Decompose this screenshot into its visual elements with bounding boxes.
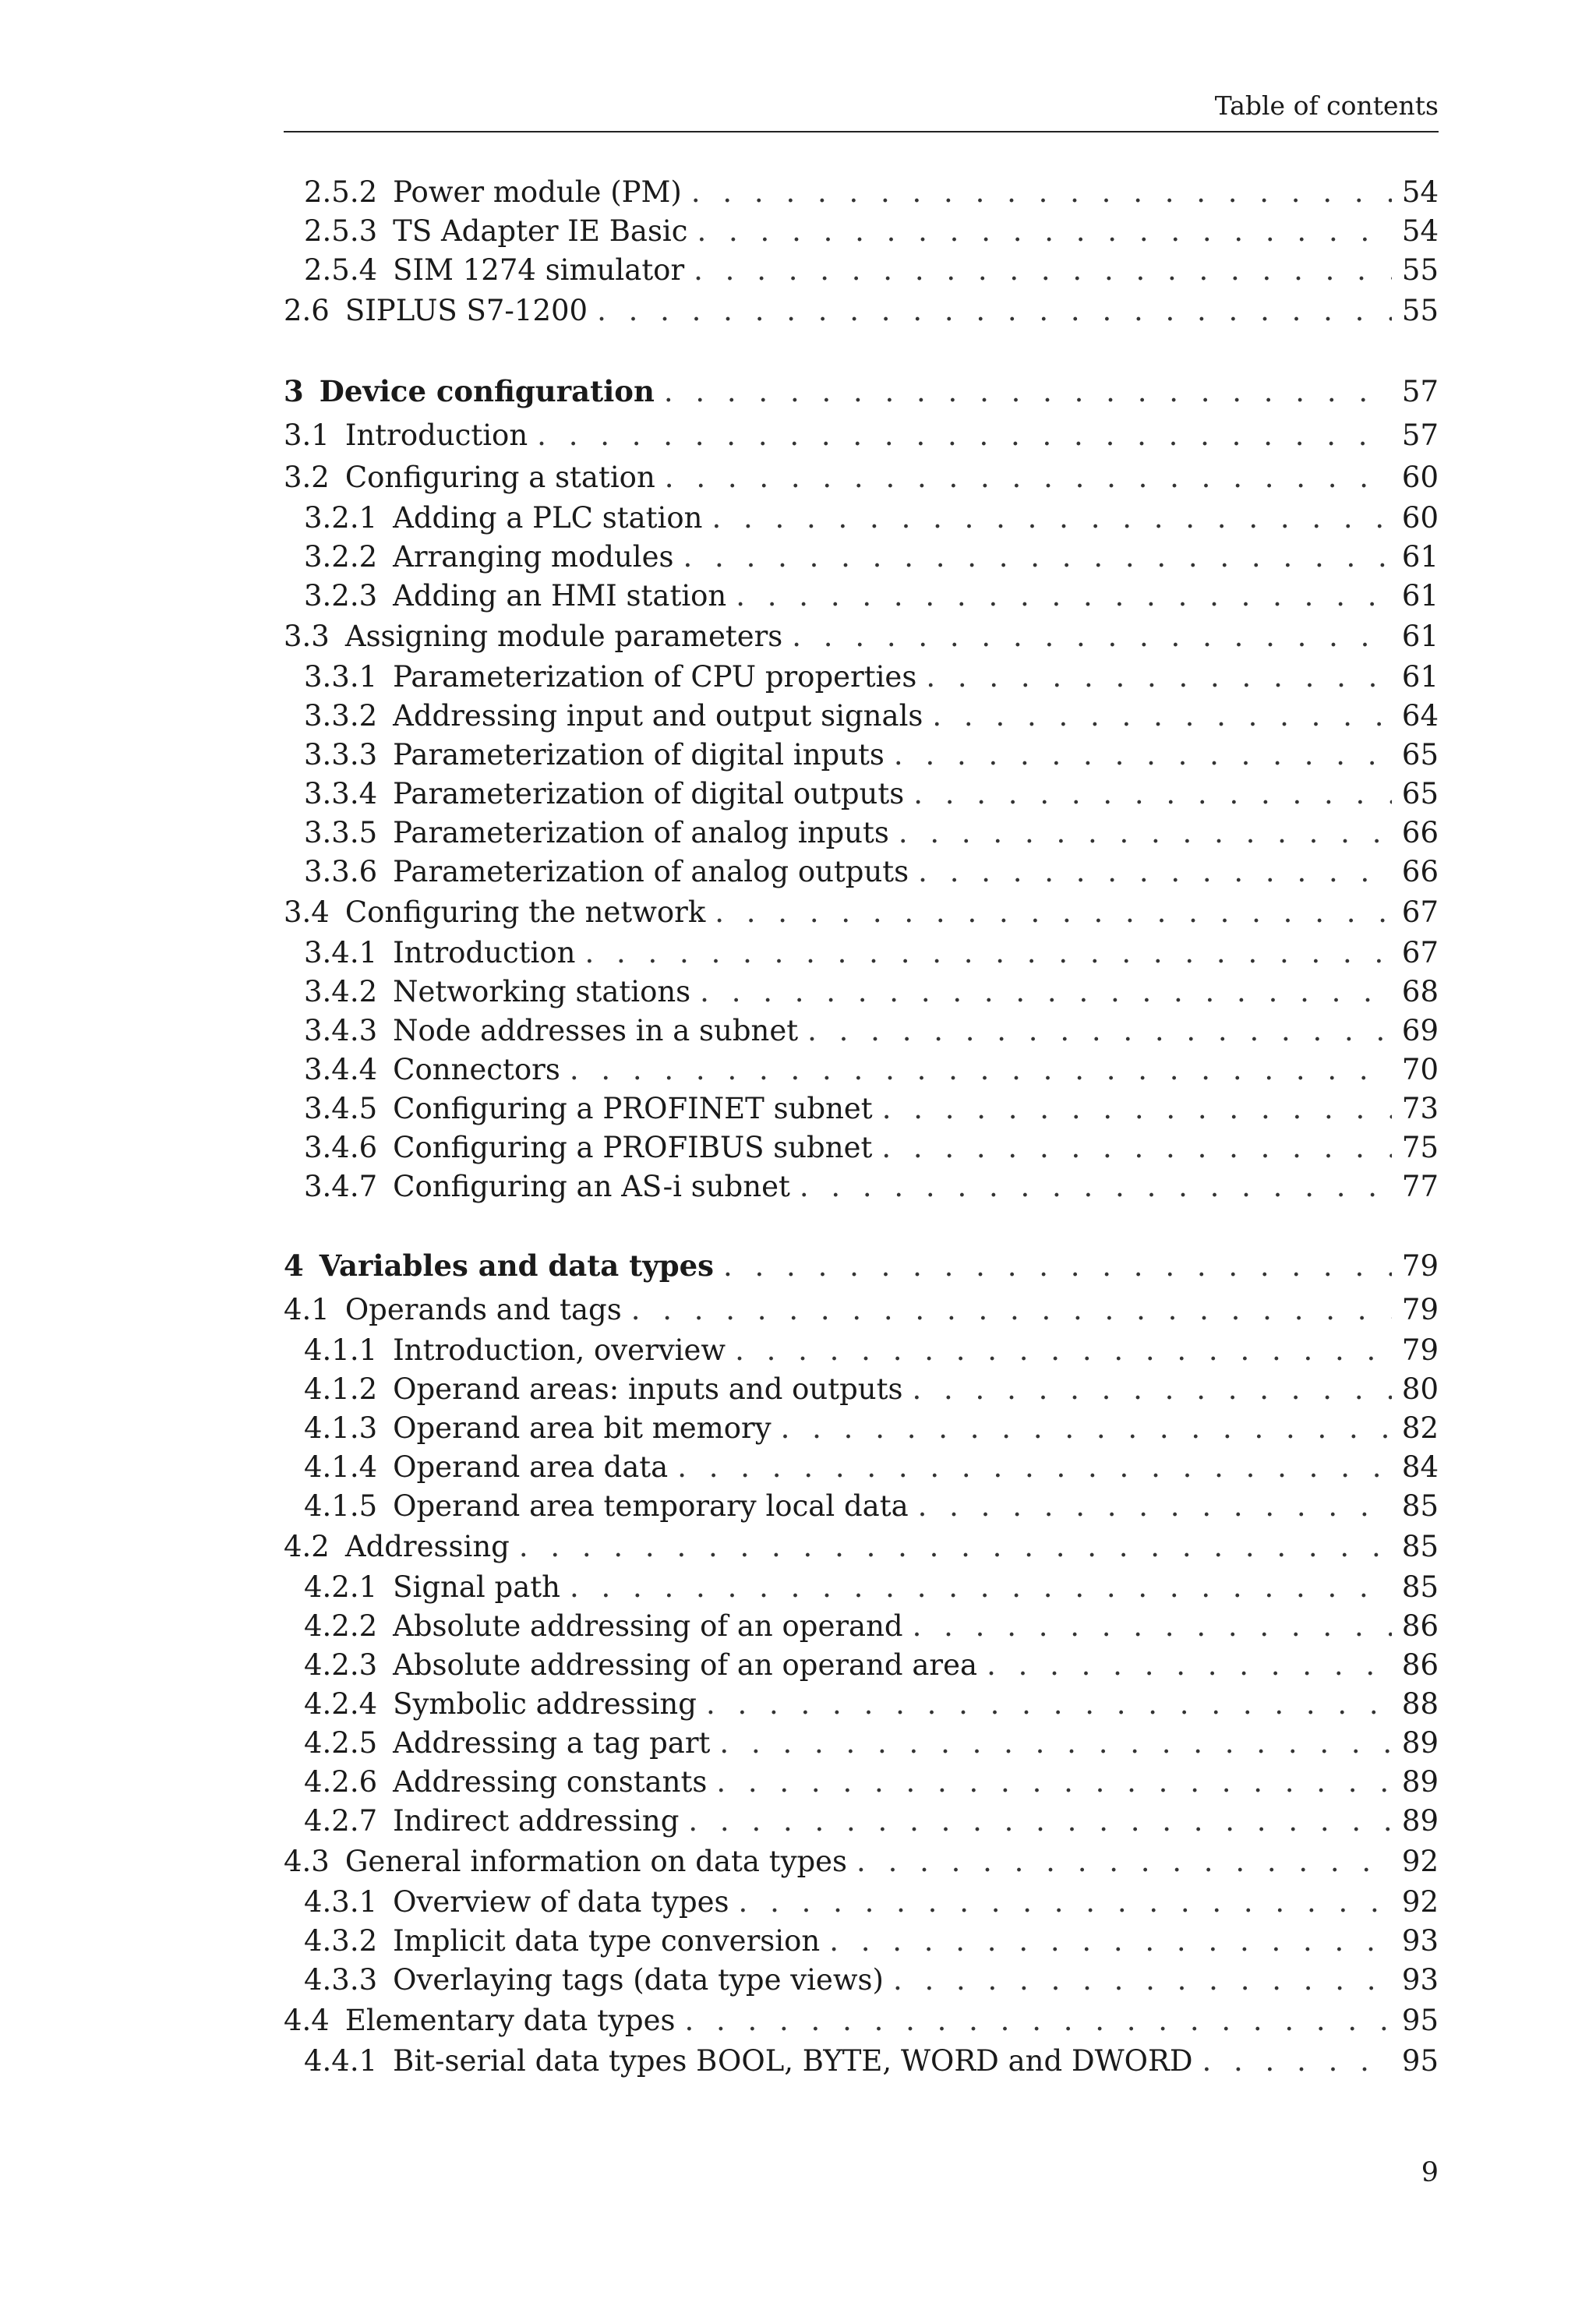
dot-leader [987, 1646, 1392, 1685]
toc-entry-title: Variables and data types [319, 1248, 714, 1283]
toc-entry-title: SIPLUS S7-1200 [344, 294, 588, 327]
toc-section-entry[interactable] [284, 616, 1439, 658]
toc-subsection-entry[interactable] [284, 1802, 1439, 1841]
toc-subsection-entry[interactable] [284, 1724, 1439, 1763]
toc-entry-number: 2.6 [284, 294, 330, 327]
page-number: 9 [1421, 2157, 1439, 2188]
toc-entry-page: 61 [1401, 579, 1439, 613]
toc-entry-number: 3.4.4 [304, 1053, 378, 1086]
toc-subsection-entry[interactable] [284, 1568, 1439, 1607]
toc-entry-number: 4.4 [284, 2004, 330, 2037]
toc-entry-page: 84 [1401, 1450, 1439, 1484]
dot-leader [913, 1370, 1393, 1409]
toc-entry-title: Configuring a PROFINET subnet [393, 1092, 873, 1125]
toc-entry-page: 82 [1401, 1411, 1439, 1445]
dot-leader [711, 499, 1392, 538]
toc-entry-page: 55 [1401, 294, 1439, 327]
toc-entry-number: 4 [284, 1248, 304, 1283]
toc-entry-number: 3.3.6 [304, 855, 378, 888]
toc-entry-page: 77 [1401, 1170, 1439, 1203]
toc-entry-number: 3.2 [284, 461, 330, 494]
toc-entry-page: 60 [1401, 501, 1439, 535]
toc-entry-page: 69 [1401, 1014, 1439, 1047]
toc-entry-title: Adding an HMI station [393, 579, 727, 613]
dot-leader [739, 1883, 1392, 1922]
dot-leader [537, 415, 1392, 457]
toc-entry-title: Configuring a station [344, 461, 655, 494]
toc-entry-number: 3.4.7 [304, 1170, 378, 1203]
toc-entry-title: Operand area data [393, 1450, 669, 1484]
toc-entry-page: 57 [1401, 375, 1439, 408]
dot-leader [800, 1167, 1392, 1206]
toc-entry-title: Overlaying tags (data type views) [393, 1963, 884, 1997]
toc-entry-title: Indirect addressing [393, 1804, 680, 1838]
dot-leader [735, 1331, 1392, 1370]
toc-entry-title: Assigning module parameters [344, 620, 783, 653]
toc-entry-title: Addressing a tag part [393, 1726, 711, 1760]
toc-subsection-entry[interactable] [284, 736, 1439, 775]
dot-leader [918, 1487, 1392, 1526]
toc-entry-title: Absolute addressing of an operand [393, 1609, 903, 1643]
toc-entry-title: Addressing constants [393, 1765, 708, 1799]
dot-leader [631, 1289, 1392, 1331]
toc-entry-page: 93 [1401, 1963, 1439, 1997]
toc-entry-page: 66 [1401, 816, 1439, 849]
toc-entry-title: Operand area temporary local data [393, 1489, 909, 1523]
toc-entry-page: 86 [1401, 1609, 1439, 1643]
dot-leader [700, 973, 1392, 1012]
toc-entry-number: 4.1.2 [304, 1372, 378, 1406]
toc-entry-title: Parameterization of digital inputs [393, 738, 885, 772]
dot-leader [519, 1526, 1392, 1568]
dot-leader [932, 697, 1392, 736]
toc-entry-number: 4.2.1 [304, 1570, 378, 1604]
toc-entry-number: 4.2 [284, 1530, 330, 1563]
toc-entry-page: 55 [1401, 253, 1439, 287]
toc-entry-number: 3 [284, 374, 304, 408]
toc-entry-number: 4.2.7 [304, 1804, 378, 1838]
toc-entry-page: 57 [1401, 418, 1439, 452]
toc-entry-number: 3.4.2 [304, 975, 378, 1008]
toc-entry-number: 4.4.1 [304, 2044, 378, 2078]
toc-entry-page: 92 [1401, 1845, 1439, 1878]
toc-entry-number: 4.2.5 [304, 1726, 378, 1760]
toc-entry-title: Operand area bit memory [393, 1411, 772, 1445]
toc-entry-title: Elementary data types [344, 2004, 676, 2037]
toc-subsection-entry[interactable] [284, 934, 1439, 973]
toc-entry-page: 86 [1401, 1648, 1439, 1682]
dot-leader [913, 775, 1392, 814]
dot-leader [716, 1763, 1392, 1802]
toc-entry-page: 70 [1401, 1053, 1439, 1086]
dot-leader [570, 1051, 1392, 1089]
toc-entry-title: Overview of data types [393, 1885, 729, 1919]
toc-entry-title: Operands and tags [344, 1293, 622, 1326]
toc-section-entry[interactable] [284, 1841, 1439, 1883]
toc-entry-title: Absolute addressing of an operand area [393, 1648, 978, 1682]
toc-entry-page: 79 [1401, 1333, 1439, 1367]
toc-entry-title: Power module (PM) [393, 175, 682, 209]
toc-entry-title: Signal path [393, 1570, 560, 1604]
dot-leader [694, 251, 1392, 290]
toc-entry-page: 88 [1401, 1687, 1439, 1721]
toc-subsection-entry[interactable] [284, 1607, 1439, 1646]
toc-entry-page: 67 [1401, 936, 1439, 969]
header-title: Table of contents [1214, 90, 1439, 121]
toc-subsection-entry[interactable] [284, 251, 1439, 290]
dot-leader [665, 457, 1392, 499]
dot-leader [697, 212, 1393, 251]
toc-subsection-entry[interactable] [284, 1448, 1439, 1487]
toc-entry-page: 85 [1401, 1570, 1439, 1604]
toc-entry-number: 3.3.4 [304, 777, 378, 810]
toc-subsection-entry[interactable] [284, 173, 1439, 212]
toc-subsection-entry[interactable] [284, 1922, 1439, 1961]
toc-subsection-entry[interactable] [284, 814, 1439, 853]
toc-subsection-entry[interactable] [284, 1331, 1439, 1370]
toc-entry-number: 2.5.3 [304, 214, 378, 248]
toc-subsection-entry[interactable] [284, 538, 1439, 577]
toc-entry-number: 3.3.5 [304, 816, 378, 849]
toc-entry-number: 3.4.5 [304, 1092, 378, 1125]
dot-leader [715, 892, 1392, 934]
toc-section-entry[interactable] [284, 1526, 1439, 1568]
toc-entry-page: 61 [1401, 620, 1439, 653]
toc-section-entry[interactable] [284, 415, 1439, 457]
toc-subsection-entry[interactable] [284, 973, 1439, 1012]
dot-leader [781, 1409, 1392, 1448]
toc-chapter-entry[interactable] [284, 368, 1439, 415]
toc-entry-number: 3.4.6 [304, 1131, 378, 1164]
dot-leader [597, 290, 1392, 332]
dot-leader [584, 934, 1392, 973]
dot-leader [856, 1841, 1392, 1883]
toc-entry-number: 4.1.4 [304, 1450, 378, 1484]
toc-entry-page: 67 [1401, 895, 1439, 929]
toc-entry-page: 95 [1401, 2044, 1439, 2078]
toc-entry-title: Device configuration [319, 374, 655, 408]
toc-entry-page: 89 [1401, 1726, 1439, 1760]
toc-entry-title: Parameterization of analog outputs [393, 855, 909, 888]
toc-entry-page: 66 [1401, 855, 1439, 888]
toc-entry-title: Introduction, overview [393, 1333, 726, 1367]
toc-entry-page: 80 [1401, 1372, 1439, 1406]
toc-subsection-entry[interactable] [284, 1089, 1439, 1128]
toc-entry-page: 61 [1401, 660, 1439, 694]
dot-leader [684, 2000, 1392, 2042]
dot-leader [719, 1724, 1392, 1763]
toc-entry-number: 4.1.5 [304, 1489, 378, 1523]
toc-subsection-entry[interactable] [284, 2042, 1439, 2081]
toc-entry-title: General information on data types [344, 1845, 848, 1878]
toc-subsection-entry[interactable] [284, 658, 1439, 697]
toc-chapter-entry[interactable] [284, 1242, 1439, 1289]
toc-subsection-entry[interactable] [284, 853, 1439, 892]
toc-entry-number: 3.2.3 [304, 579, 378, 613]
toc-entry-title: Addressing input and output signals [393, 699, 923, 733]
toc-entry-page: 92 [1401, 1885, 1439, 1919]
toc-entry-number: 3.4.1 [304, 936, 378, 969]
toc-entry-number: 2.5.2 [304, 175, 378, 209]
toc-entry-number: 4.2.4 [304, 1687, 378, 1721]
toc-section-entry[interactable] [284, 457, 1439, 499]
toc-subsection-entry[interactable] [284, 1370, 1439, 1409]
toc-entry-number: 3.3 [284, 620, 330, 653]
toc-entry-title: Connectors [393, 1053, 560, 1086]
toc-entry-title: Configuring a PROFIBUS subnet [393, 1131, 873, 1164]
toc-subsection-entry[interactable] [284, 577, 1439, 616]
toc-subsection-entry[interactable] [284, 1051, 1439, 1089]
toc-entry-page: 79 [1401, 1249, 1439, 1283]
toc-subsection-entry[interactable] [284, 1409, 1439, 1448]
toc-entry-title: Arranging modules [393, 540, 674, 574]
dot-leader [882, 1089, 1392, 1128]
toc-entry-title: TS Adapter IE Basic [393, 214, 688, 248]
toc-entry-number: 3.2.2 [304, 540, 378, 574]
toc-entry-title: Parameterization of CPU properties [393, 660, 917, 694]
toc-subsection-entry[interactable] [284, 499, 1439, 538]
toc-subsection-entry[interactable] [284, 697, 1439, 736]
running-header [284, 86, 1439, 132]
toc-entry-title: Introduction [393, 936, 576, 969]
toc-entry-page: 89 [1401, 1765, 1439, 1799]
toc-entry-number: 4.1.3 [304, 1411, 378, 1445]
toc-entry-number: 4.1 [284, 1293, 330, 1326]
table-of-contents [284, 173, 1439, 2081]
toc-entry-number: 3.3.1 [304, 660, 378, 694]
toc-entry-title: Adding a PLC station [393, 501, 703, 535]
toc-entry-number: 3.1 [284, 418, 330, 452]
toc-section-entry[interactable] [284, 290, 1439, 332]
toc-entry-number: 3.3.2 [304, 699, 378, 733]
toc-subsection-entry[interactable] [284, 1167, 1439, 1206]
toc-entry-page: 54 [1401, 214, 1439, 248]
dot-leader [736, 577, 1392, 616]
toc-entry-page: 65 [1401, 777, 1439, 810]
toc-entry-number: 4.3.3 [304, 1963, 378, 1997]
toc-subsection-entry[interactable] [284, 1883, 1439, 1922]
toc-entry-number: 4.2.2 [304, 1609, 378, 1643]
dot-leader [918, 853, 1392, 892]
toc-entry-number: 4.2.6 [304, 1765, 378, 1799]
toc-section-entry[interactable] [284, 2000, 1439, 2042]
toc-entry-number: 4.3 [284, 1845, 330, 1878]
toc-entry-title: Operand areas: inputs and outputs [393, 1372, 903, 1406]
toc-section-entry[interactable] [284, 1289, 1439, 1331]
toc-entry-page: 79 [1401, 1293, 1439, 1326]
toc-subsection-entry[interactable] [284, 1763, 1439, 1802]
dot-leader [677, 1448, 1392, 1487]
toc-entry-title: Addressing [344, 1530, 510, 1563]
dot-leader [881, 1128, 1392, 1167]
toc-entry-title: Configuring the network [344, 895, 706, 929]
toc-entry-page: 85 [1401, 1530, 1439, 1563]
toc-subsection-entry[interactable] [284, 1685, 1439, 1724]
dot-leader [706, 1685, 1392, 1724]
dot-leader [683, 538, 1392, 577]
toc-entry-number: 3.4.3 [304, 1014, 378, 1047]
toc-entry-title: Networking stations [393, 975, 691, 1008]
dot-leader [913, 1607, 1392, 1646]
toc-entry-page: 89 [1401, 1804, 1439, 1838]
dot-leader [894, 736, 1392, 775]
toc-entry-title: Parameterization of digital outputs [393, 777, 905, 810]
toc-entry-number: 4.3.2 [304, 1924, 378, 1958]
toc-section-entry[interactable] [284, 892, 1439, 934]
toc-entry-number: 4.3.1 [304, 1885, 378, 1919]
toc-entry-title: Symbolic addressing [393, 1687, 697, 1721]
dot-leader [807, 1012, 1392, 1051]
dot-leader [688, 1802, 1392, 1841]
dot-leader [926, 658, 1392, 697]
toc-entry-title: Parameterization of analog inputs [393, 816, 889, 849]
toc-entry-page: 54 [1401, 175, 1439, 209]
toc-subsection-entry[interactable] [284, 1012, 1439, 1051]
toc-entry-page: 61 [1401, 540, 1439, 574]
toc-entry-page: 64 [1401, 699, 1439, 733]
dot-leader [899, 814, 1392, 853]
toc-entry-page: 93 [1401, 1924, 1439, 1958]
toc-entry-page: 95 [1401, 2004, 1439, 2037]
toc-entry-page: 68 [1401, 975, 1439, 1008]
toc-entry-page: 60 [1401, 461, 1439, 494]
toc-entry-number: 3.3.3 [304, 738, 378, 772]
toc-entry-page: 65 [1401, 738, 1439, 772]
toc-entry-title: Node addresses in a subnet [393, 1014, 799, 1047]
toc-subsection-entry[interactable] [284, 775, 1439, 814]
dot-leader [691, 173, 1392, 212]
toc-subsection-entry[interactable] [284, 1646, 1439, 1685]
toc-entry-title: SIM 1274 simulator [393, 253, 685, 287]
toc-entry-number: 4.2.3 [304, 1648, 378, 1682]
toc-entry-title: Bit-serial data types BOOL, BYTE, WORD and DWORD [393, 2044, 1193, 2078]
toc-entry-title: Implicit data type conversion [393, 1924, 821, 1958]
dot-leader [723, 1243, 1392, 1290]
dot-leader [829, 1922, 1392, 1961]
toc-entry-title: Introduction [344, 418, 528, 452]
dot-leader [792, 616, 1392, 658]
dot-leader [570, 1568, 1392, 1607]
toc-entry-number: 2.5.4 [304, 253, 378, 287]
toc-entry-title: Configuring an AS-i subnet [393, 1170, 790, 1203]
toc-entry-page: 85 [1401, 1489, 1439, 1523]
toc-entry-number: 4.1.1 [304, 1333, 378, 1367]
toc-subsection-entry[interactable] [284, 212, 1439, 251]
dot-leader [893, 1961, 1392, 2000]
toc-entry-page: 75 [1401, 1131, 1439, 1164]
toc-subsection-entry[interactable] [284, 1961, 1439, 2000]
dot-leader [1202, 2042, 1393, 2081]
toc-entry-number: 3.2.1 [304, 501, 378, 535]
dot-leader [664, 369, 1392, 415]
toc-entry-page: 73 [1401, 1092, 1439, 1125]
toc-subsection-entry[interactable] [284, 1487, 1439, 1526]
toc-entry-number: 3.4 [284, 895, 330, 929]
toc-subsection-entry[interactable] [284, 1128, 1439, 1167]
